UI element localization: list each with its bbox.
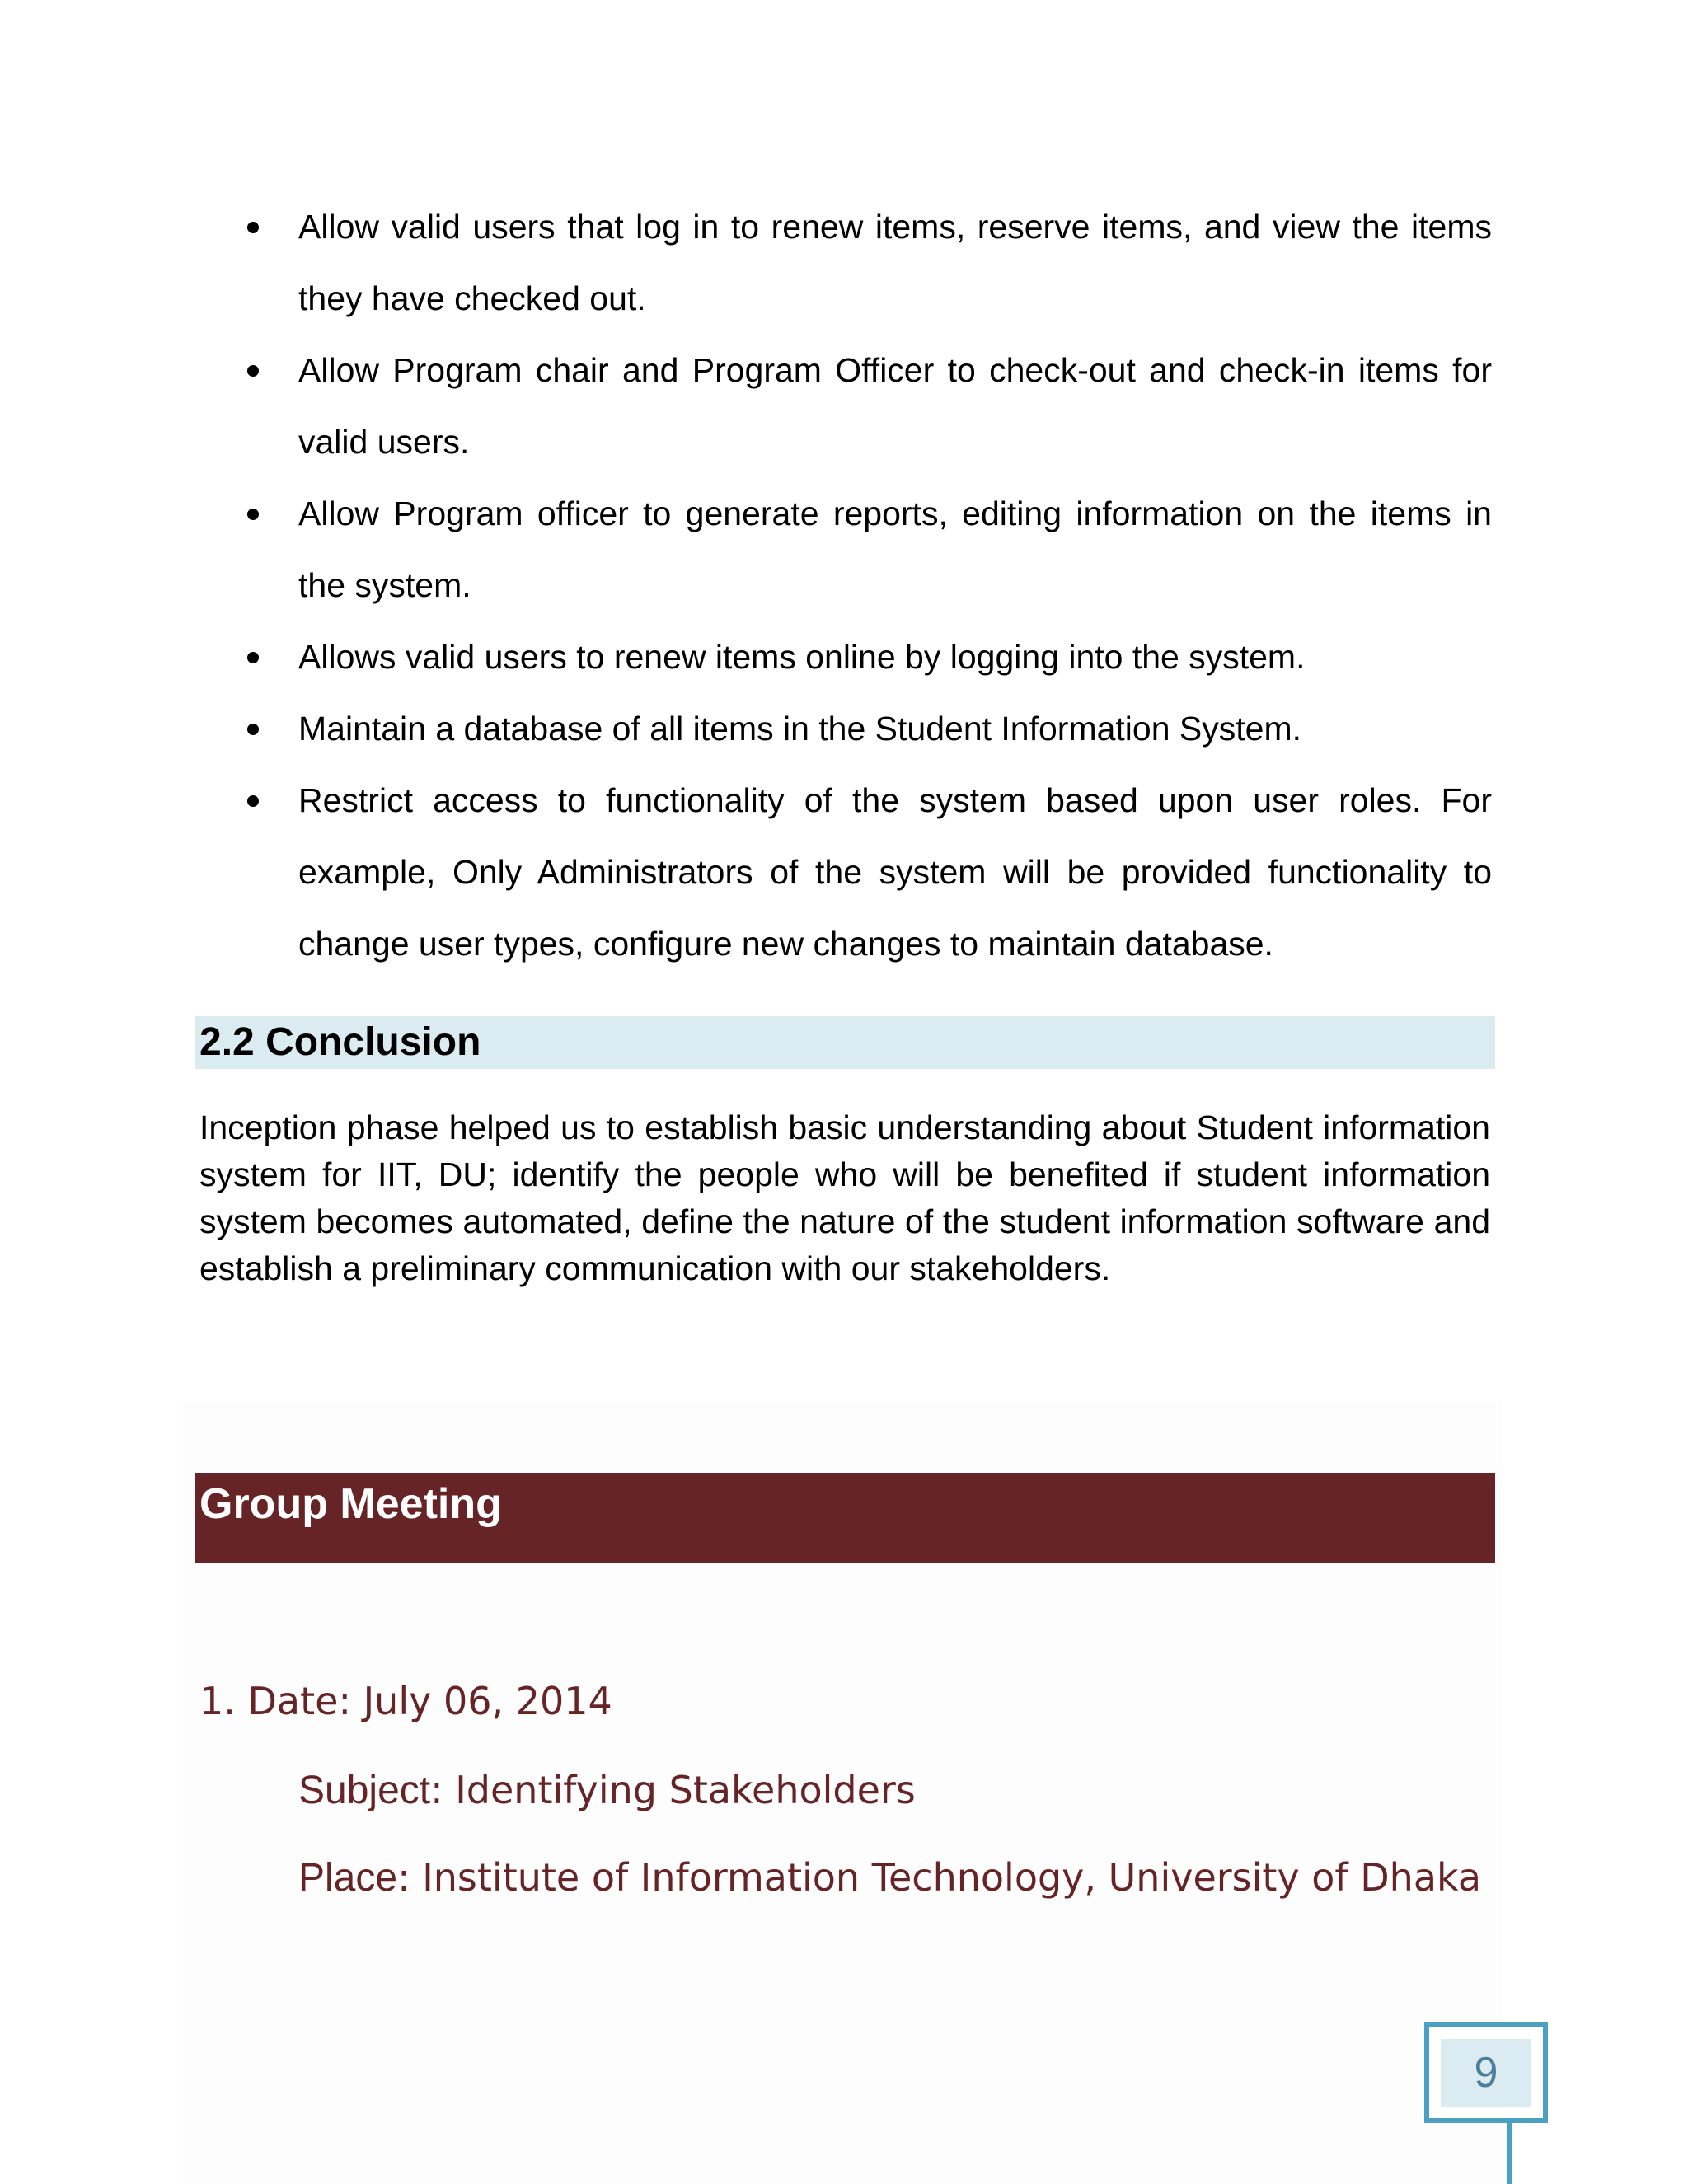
list-item: Allows valid users to renew items online by logging into the system. [247,621,1492,693]
list-item: Restrict access to functionality of the system based upon user roles. For example, Only Administrators of the system will be provided functionality to change user types, configure new changes to maintain database. [247,765,1492,980]
meeting-number: 1. [199,1679,236,1723]
page-number: 9 [1441,2039,1531,2107]
meeting-subject-label: Subject [298,1769,431,1812]
meeting-date-value: July 06, 2014 [363,1679,612,1723]
meeting-place-value: : Institute of Information Technology, University of Dhaka [397,1855,1482,1900]
meeting-place-label: Place [298,1856,398,1900]
meeting-subject [298,1765,916,1816]
list-item: Maintain a database of all items in the Student Information System. [247,693,1492,765]
list-item: Allow valid users that log in to renew items, reserve items, and view the items they have checked out. [247,191,1492,335]
conclusion-paragraph: Inception phase helped us to establish basic understanding about Student information system for IIT, DU; identify the people who will be benefited if student information system becomes automated, define the nature of the student information software and establish a preliminary communication with our stakeholders. [199,1108,1490,1287]
list-item: Allow Program officer to generate reports, editing information on the items in the system. [247,478,1492,621]
page-number-box [1424,2022,1548,2123]
list-item: Allow Program chair and Program Officer to check-out and check-in items for valid users. [247,335,1492,478]
meeting-subject-value: : Identifying Stakeholders [430,1768,916,1812]
requirements-bullet-list [247,191,1492,980]
page-number-stem [1507,2123,1512,2184]
meeting-date-label: Date: [247,1679,351,1723]
meeting-place [298,1853,1481,1903]
meeting-date [199,1676,612,1726]
group-meeting-heading: Group Meeting [199,1480,502,1528]
conclusion-heading: 2.2 Conclusion [199,1020,481,1064]
